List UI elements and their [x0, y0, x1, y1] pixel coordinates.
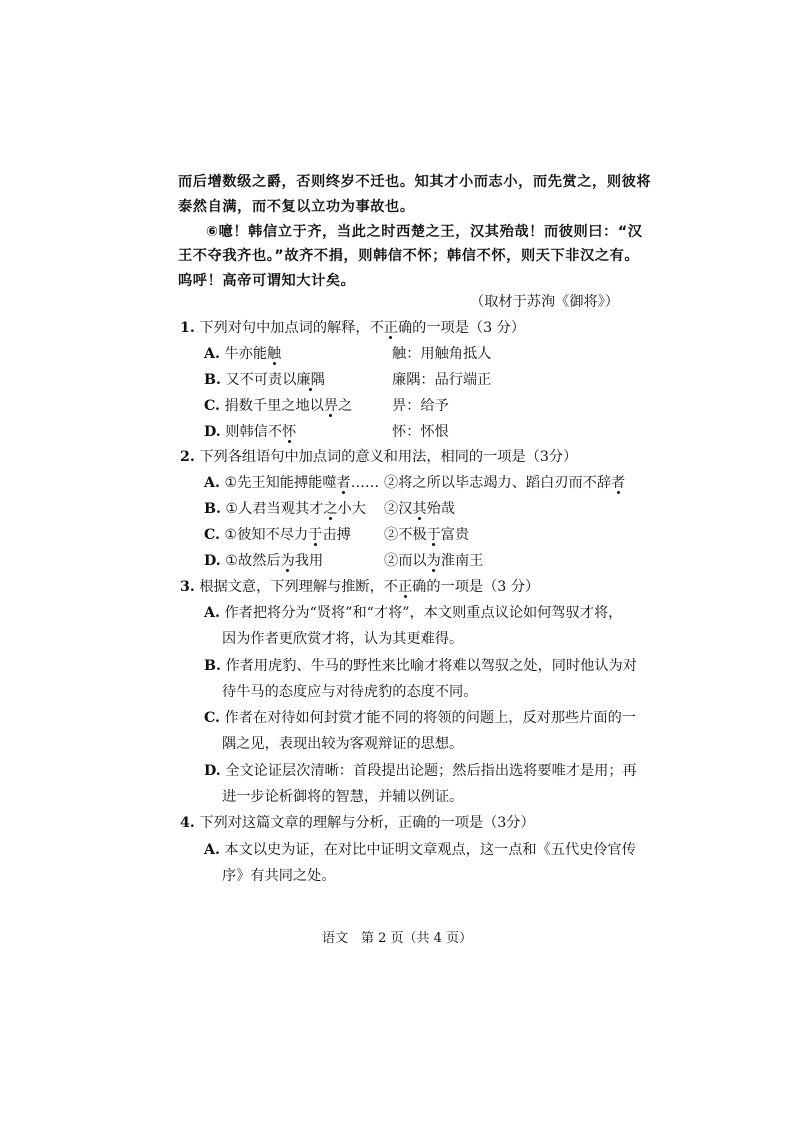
option-text: ②而以: [384, 553, 427, 569]
option-text: 本文以史为证，在对比中证明文章观点，这一点和《五代史伶官传: [224, 842, 636, 858]
question-number: 1.: [180, 320, 195, 336]
stem-text: 下列各组语句中加点词的意义和用法，相同的一项是（3分）: [199, 449, 578, 465]
passage-line: 王不夺我齐也。”故齐不捐，则韩信不怀；韩信不怀，则天下非汉之有。: [178, 248, 640, 264]
q1-option-b: [204, 370, 325, 390]
question-4-stem: [180, 813, 535, 833]
q1-option-c-explanation: 畀：给予: [392, 398, 449, 414]
question-3-stem: [180, 577, 539, 597]
option-text: 小大: [337, 501, 366, 517]
passage-line: 泰然自满，而不复以立功为事故也。: [178, 199, 415, 215]
q2-option-d-second: [384, 551, 483, 571]
dotted-word: 之: [323, 501, 338, 517]
option-label: D.: [204, 553, 221, 569]
option-text: ①故然后: [225, 553, 281, 569]
option-label: D.: [204, 424, 221, 440]
option-text: 作者在对待如何封赏才能不同的将领的问题上，反对那些片面的一: [224, 710, 636, 726]
source-citation: （取材于苏洵《御将》）: [470, 294, 619, 310]
emphasis-text: 不正确: [383, 579, 427, 595]
option-label: B.: [204, 372, 221, 388]
option-text: 富贵: [440, 527, 470, 543]
option-text: 牛亦能: [224, 346, 268, 362]
stem-text: 的一项是（3 分）: [412, 320, 526, 336]
option-label: B.: [204, 658, 221, 674]
q3-option-b-line2: 待牛马的态度应与对待虎豹的态度不同。: [222, 684, 478, 700]
q2-option-c-second: [384, 525, 469, 545]
option-label: A.: [204, 475, 220, 491]
dotted-word: 廉隅: [296, 372, 325, 388]
option-text: ……: [350, 475, 380, 491]
option-text: ①人君当观其才: [225, 501, 324, 517]
option-label: C.: [204, 398, 220, 414]
q3-option-c-line2: 隅之见，表现出较为客观辩证的思想。: [222, 736, 464, 752]
option-text: 全文论证层次清晰：首段提出论题；然后指出选将要唯才是用；再: [225, 763, 637, 779]
option-text: 作者把将分为“贤将”和“才将”，本文则重点议论如何驾驭才将，: [224, 605, 623, 621]
option-label: A.: [204, 605, 220, 621]
q3-option-c-line1: [204, 708, 636, 728]
option-text: ①彼知不尽力: [224, 527, 309, 543]
q4-option-a-line2: 序》有共同之处。: [222, 868, 336, 884]
q2-option-a: [204, 473, 379, 493]
dotted-word: 于: [308, 527, 323, 543]
option-text: ②不极: [384, 527, 427, 543]
option-text: ②汉: [384, 501, 413, 517]
option-label: C.: [204, 710, 220, 726]
dotted-word: 怀: [282, 424, 297, 440]
q3-option-d-line1: [204, 761, 637, 781]
option-text: 淮南王: [440, 553, 484, 569]
q3-option-a-line1: [204, 603, 622, 623]
passage-line: 呜呼！高帝可谓知大计矣。: [178, 273, 356, 289]
option-text: 殆哉: [426, 501, 455, 517]
option-text: 之: [338, 398, 353, 414]
dotted-word: 其: [412, 501, 427, 517]
question-2-stem: [180, 447, 577, 467]
q4-option-a-line1: [204, 840, 636, 860]
passage-line: ⑥噫！韩信立于齐，当此之时西楚之王，汉其殆哉！而彼则曰：“汉: [206, 224, 643, 240]
q1-option-a: [204, 344, 281, 364]
q2-option-d: [204, 551, 323, 571]
q1-option-a-explanation: 触：用触角抵人: [392, 346, 492, 362]
dotted-word: 者: [611, 475, 626, 491]
option-label: C.: [204, 527, 220, 543]
stem-text: 下列对句中加点词的解释，: [199, 320, 370, 336]
emphasis-text: 不正确: [369, 320, 413, 336]
q1-option-d: [204, 422, 296, 442]
dotted-word: 于: [426, 527, 441, 543]
dotted-word: 畀: [323, 398, 339, 414]
dotted-word: 触: [267, 346, 282, 362]
option-label: B.: [204, 501, 221, 517]
dotted-word: 为: [426, 553, 441, 569]
q1-option-c: [204, 396, 352, 416]
page-footer: 语文 第 2 页（共 4 页）: [322, 931, 473, 946]
option-text: 击搏: [322, 527, 351, 543]
dotted-word: 者: [336, 475, 351, 491]
q2-option-a-second: [384, 473, 625, 493]
option-label: D.: [204, 763, 221, 779]
question-1-stem: [180, 318, 525, 338]
question-number: 4.: [180, 815, 195, 831]
option-text: 又不可责以: [225, 372, 297, 388]
option-text: 我用: [294, 553, 324, 569]
option-text: ②将之所以毕志竭力、蹈白刃而不辞: [384, 475, 612, 491]
stem-text: 下列对这篇文章的理解与分析，正确的一项是（3分）: [199, 815, 535, 831]
q2-option-b-second: [384, 499, 455, 519]
question-number: 3.: [180, 579, 195, 595]
stem-text: 的一项是（3 分）: [426, 579, 540, 595]
q3-option-d-line2: 进一步论析御将的智慧，并辅以例证。: [222, 789, 464, 805]
q2-option-c: [204, 525, 351, 545]
q1-option-b-explanation: 廉隅：品行端正: [392, 372, 492, 388]
passage-line: 而后增数级之爵，否则终岁不迁也。知其才小而志小，而先赏之，则彼将: [178, 174, 652, 190]
option-text: ①先王知能搏能噬: [224, 475, 337, 491]
question-number: 2.: [180, 449, 195, 465]
option-label: A.: [204, 842, 220, 858]
option-text: 则韩信不: [225, 424, 283, 440]
dotted-word: 为: [280, 553, 295, 569]
q2-option-b: [204, 499, 366, 519]
option-text: 捐数千里之地以: [224, 398, 324, 414]
stem-text: 根据文意，下列理解与推断，: [199, 579, 384, 595]
q3-option-b-line1: [204, 656, 637, 676]
option-text: 作者用虎豹、牛马的野性来比喻才将难以驾驭之处，同时他认为对: [225, 658, 637, 674]
q1-option-d-explanation: 怀：怀恨: [392, 424, 449, 440]
q3-option-a-line2: 因为作者更欣赏才将，认为其更难得。: [222, 631, 464, 647]
option-label: A.: [204, 346, 220, 362]
